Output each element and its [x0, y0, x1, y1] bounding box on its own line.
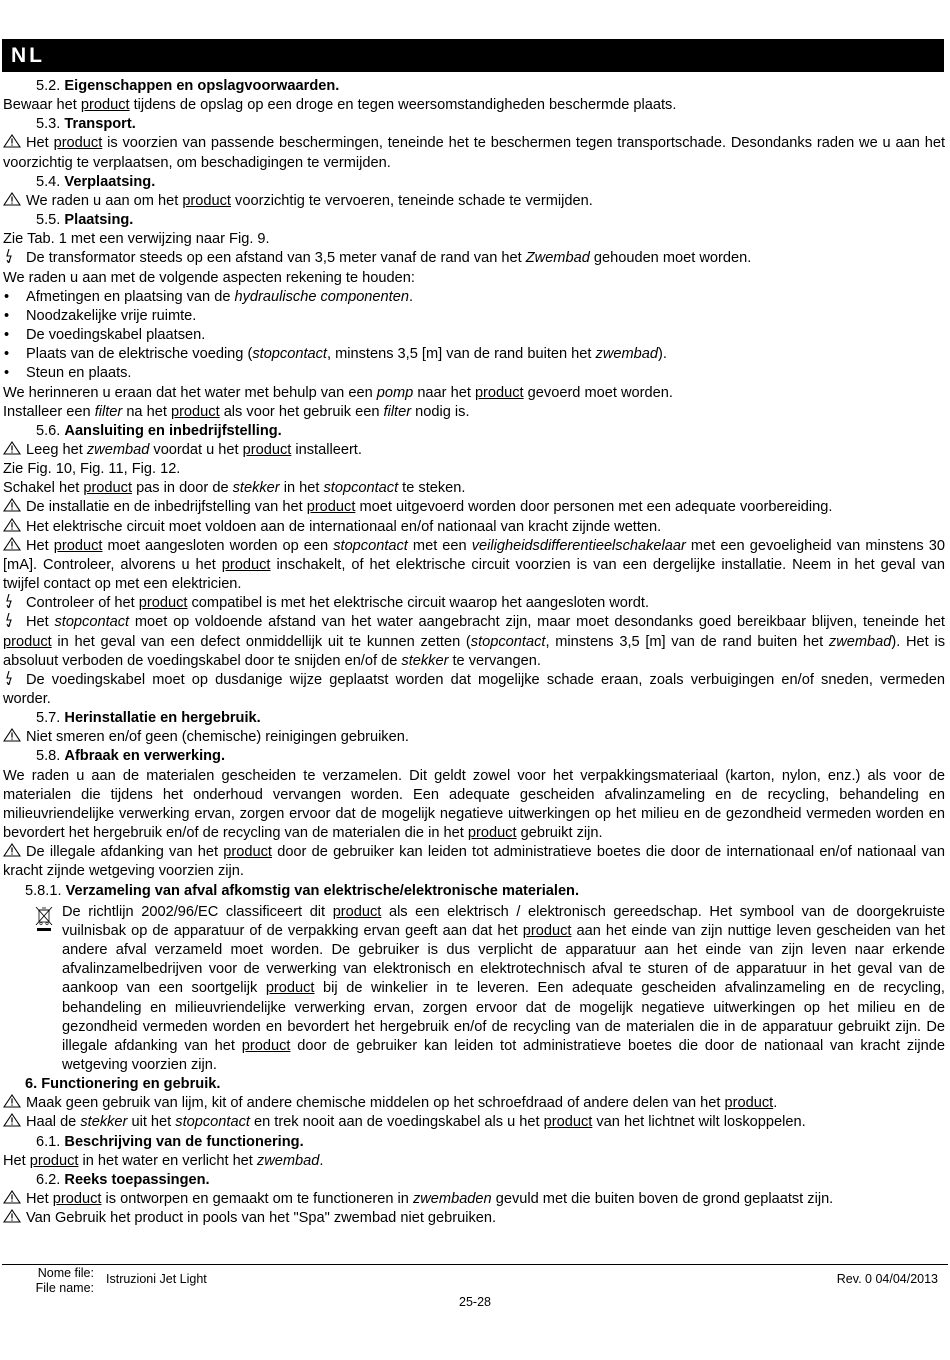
- footer-revision: Rev. 0 04/04/2013: [836, 1272, 938, 1286]
- electric-hazard-icon: [3, 613, 21, 627]
- warning-icon: [3, 498, 21, 512]
- section-heading-6-1: 6.1. Beschrijving van de functionering.: [36, 1133, 304, 1150]
- list-item: • Steun en plaats.: [3, 364, 945, 383]
- paragraph-see-table: Zie Tab. 1 met een verwijzing naar Fig. 9.: [3, 231, 270, 248]
- paragraph-illegal-disposal: De illegale afdanking van het product door de gebruiker kan leiden tot administratieve boetes die door de internationaal en/of nationaal van kracht zijnde wetgeving voorzien zijn.: [3, 844, 945, 880]
- warning-icon: [3, 518, 21, 532]
- warning-icon: [3, 1190, 21, 1204]
- paragraph-no-glue: Maak geen gebruik van lijm, kit of andere chemische middelen op het schroefdraad of andere delen van het product.: [3, 1094, 945, 1113]
- language-badge: [5, 42, 61, 69]
- footer-file-labels: [30, 1266, 94, 1296]
- paragraph-see-figures: Zie Fig. 10, Fig. 11, Fig. 12.: [3, 461, 181, 478]
- list-item: • Afmetingen en plaatsing van de hydraulische componenten.: [3, 288, 945, 307]
- language-code: NL: [5, 42, 61, 69]
- warning-icon: [3, 134, 21, 148]
- section-heading-6-2: 6.2. Reeks toepassingen.: [36, 1171, 210, 1188]
- page-content: [3, 77, 945, 1228]
- page-number: 25-28: [459, 1295, 491, 1309]
- paragraph-compatible: Controleer of het product compatibel is met het elektrische circuit waarop het aangesloten wordt.: [3, 594, 945, 613]
- warning-icon: [3, 843, 21, 857]
- paragraph-weee: De richtlijn 2002/96/EC classificeert dit product als een elektrisch / elektronisch gereedschap. Het symbool van de doorgekruiste vuilnisbak op de apparatuur of de verpakking ervan geeft aan dat het product aan het einde van zijn nuttige leven gescheiden van het andere afval verzameld moet worden. De gebruiker is dus verplicht de apparatuur aan het einde van zijn leven naar erkende afvalinzamelbedrijven voor de verwerking van elektronisch en elektrotechnisch afval te sturen of de apparatuur in het geval van de aankoop van een soortgelijk product bij de winkelier in te leveren. Een adequate gescheiden afvalinzameling en de recycling, behandeling en milieuvriendelijke verwerking ervan, zorgen ervoor dat de mogelijk negatieve uitwerkingen op het milieu en de gezondheid vermeden worden en bevordert het hergebruik en/of de recycling van de materialen die in de apparatuur gebruikt zijn. De illegale afdanking van het product door de gebruiker kan leiden tot administratieve boetes die door de nationaal van kracht zijnde wetgeving voorzien zijn.: [3, 903, 945, 1075]
- paragraph-pump: We herinneren u eraan dat het water met behulp van een pomp naar het product gevoerd moet worden.: [3, 384, 673, 401]
- paragraph-spa: Van Gebruik het product in pools van het "Spa" zwembad niet gebruiken.: [3, 1209, 945, 1228]
- paragraph-socket-distance: Het stopcontact moet op voldoende afstand van het water aangebracht zijn, maar moet desondanks goed bereikbaar blijven, teneinde het product in het geval van een defect onmiddellijk uit te kunnen zetten (stopcontact, minstens 3,5 [m] van de rand buiten het zwembad). Het is absoluut verboden de voedingskabel door te snijden en/of de stekker te vervangen.: [3, 614, 945, 669]
- paragraph-aspects-intro: We raden u aan met de volgende aspecten rekening te houden:: [3, 269, 415, 286]
- section-heading-6: 6. Functionering en gebruik.: [25, 1076, 221, 1093]
- footer-document-name: Istruzioni Jet Light: [106, 1272, 207, 1286]
- footer-label-file-name: File name:: [35, 1281, 94, 1295]
- paragraph-filter: Installeer een filter na het product als voor het gebruik een filter nodig is.: [3, 403, 470, 420]
- paragraph-function-description: Het product in het water en verlicht het zwembad.: [3, 1152, 324, 1169]
- section-heading-5-6: 5.6. Aansluiting en inbedrijfstelling.: [36, 422, 282, 439]
- warning-icon: [3, 192, 21, 206]
- paragraph-installation: De installatie en de inbedrijfstelling van het product moet uitgevoerd worden door personen met een adequate voorbereiding.: [3, 498, 945, 517]
- language-header-bar: [2, 39, 944, 72]
- section-heading-5-7: 5.7. Herinstallatie en hergebruik.: [36, 710, 261, 727]
- section-heading-5-3: 5.3. Transport.: [36, 116, 136, 133]
- paragraph-circuit: Het elektrische circuit moet voldoen aan de internationaal en/of nationaal van kracht zijnde wetten.: [3, 518, 945, 537]
- warning-icon: [3, 441, 21, 455]
- warning-icon: [3, 1113, 21, 1127]
- electric-hazard-icon: [3, 594, 21, 608]
- warning-icon: [3, 1094, 21, 1108]
- section-heading-5-8-1: 5.8.1. Verzameling van afval afkomstig van elektrische/elektronische materialen.: [25, 882, 580, 899]
- paragraph-transformer: De transformator steeds op een afstand van 3,5 meter vanaf de rand van het Zwembad gehouden moet worden.: [3, 249, 945, 268]
- paragraph-no-lubricate: Niet smeren en/of geen (chemische) reinigingen gebruiken.: [3, 728, 945, 747]
- warning-icon: [3, 537, 21, 551]
- section-heading-5-5: 5.5. Plaatsing.: [36, 212, 134, 229]
- warning-icon: [3, 1209, 21, 1223]
- warning-icon: [3, 728, 21, 742]
- paragraph-empty-pool: Leeg het zwembad voordat u het product installeert.: [3, 441, 945, 460]
- paragraph-transport: Het product is voorzien van passende beschermingen, teneinde het te beschermen tegen transportschade. Desondanks raden we u aan het voorzichtig te verplaatsen, om beschadigingen te vermijden.: [3, 135, 946, 171]
- paragraph-power-cable: De voedingskabel moet op dusdanige wijze geplaatst worden dat mogelijke schade eraan, zoals verbuigingen en/of sneden, vermeden worder.: [3, 671, 945, 707]
- paragraph-designed-for: Het product is ontworpen en gemaakt om te functioneren in zwembaden gevuld met die buiten boven de grond geplaatst zijn.: [3, 1190, 945, 1209]
- paragraph-switch-on: Schakel het product pas in door de stekker in het stopcontact te steken.: [3, 480, 466, 497]
- paragraph-materials: We raden u aan de materialen gescheiden te verzamelen. Dit geldt zowel voor het verpakkingsmateriaal (karton, nylon, enz.) als voor de materialen die tijdens het onderhoud vervangen worden. Een adequate gescheiden afvalinzameling en de recycling, behandeling en milieuvriendelijke verwerking ervan, zorgen ervoor dat de mogelijk negatieve uitwerkingen op het milieu en de gezondheid vermeden worden en bevordert het hergebruik en/of de recycling van de materialen die in het product gebruikt zijn.: [3, 767, 945, 842]
- list-item: • De voedingskabel plaatsen.: [3, 326, 945, 345]
- section-heading-5-8: 5.8. Afbraak en verwerking.: [36, 748, 226, 765]
- paragraph-unplug: Haal de stekker uit het stopcontact en trek nooit aan de voedingskabel als u het product van het lichtnet wilt loskoppelen.: [3, 1113, 945, 1132]
- electric-hazard-icon: [3, 249, 21, 263]
- paragraph-moving: We raden u aan om het product voorzichtig te vervoeren, teneinde schade te vermijden.: [3, 192, 945, 211]
- paragraph-storage: Bewaar het product tijdens de opslag op een droge en tegen weersomstandigheden beschermde plaats.: [3, 97, 677, 114]
- footer-divider: [2, 1264, 948, 1265]
- list-item: • Plaats van de elektrische voeding (stopcontact, minstens 3,5 [m] van de rand buiten het zwembad).: [3, 345, 945, 364]
- paragraph-connected: Het product moet aangesloten worden op een stopcontact met een veiligheidsdifferentieelschakelaar met een gevoeligheid van minstens 30 [mA]. Controleer, alvorens u het product inschakelt, of het elektrische circuit voorzien is van een dergelijke installatie. Neem in het geval van twijfel contact op met een elektricien.: [3, 537, 946, 593]
- crossed-out-bin-icon: [33, 905, 55, 933]
- list-item: • Noodzakelijke vrije ruimte.: [3, 307, 945, 326]
- section-heading-5-4: 5.4. Verplaatsing.: [36, 173, 156, 190]
- section-heading-5-2: 5.2. Eigenschappen en opslagvoorwaarden.: [36, 78, 340, 94]
- footer-label-nome-file: Nome file:: [37, 1266, 94, 1280]
- electric-hazard-icon: [3, 671, 21, 685]
